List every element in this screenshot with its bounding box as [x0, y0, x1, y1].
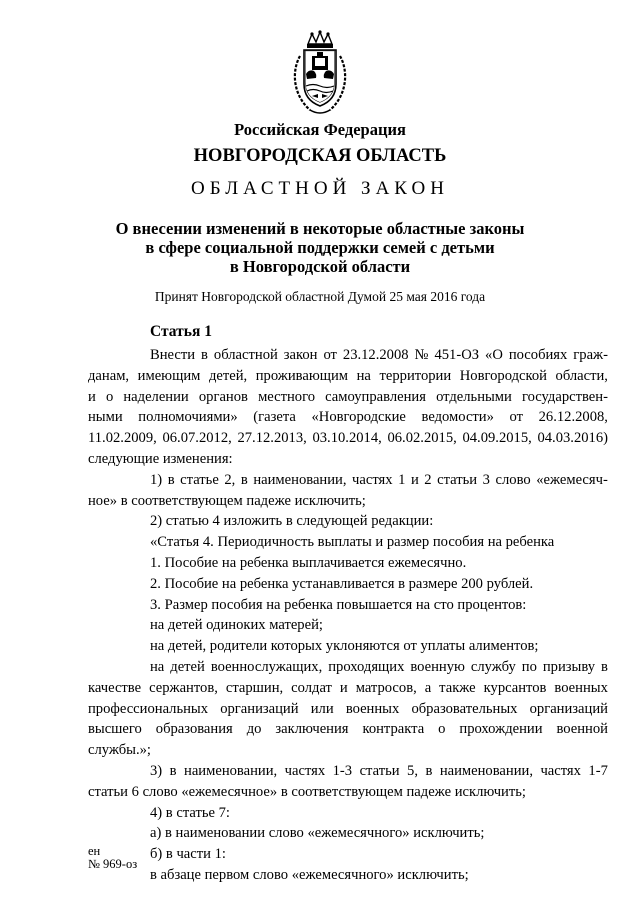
body-word: 23.12.2008: [342, 347, 409, 363]
body-word: самоуправления: [325, 388, 426, 405]
body-word: а: [424, 679, 432, 696]
body-word: военнослужащих,: [210, 658, 323, 675]
body-word: данам,: [88, 367, 130, 384]
body-word: 04.09.2015,: [462, 430, 532, 447]
body-word: местного: [258, 388, 316, 405]
executor-initials: ен: [88, 844, 101, 858]
body-word: в: [240, 471, 248, 488]
body-word: 1: [398, 471, 406, 488]
body-line: [88, 470, 608, 491]
body-word: 04.03.2016): [537, 430, 608, 447]
body-word: солдат: [291, 679, 332, 696]
document-number: № 969-оз: [88, 857, 138, 871]
body-word: службу: [470, 658, 516, 675]
body-word: 451-ОЗ: [434, 347, 480, 363]
body-word: территории: [379, 367, 452, 384]
document-type-heading: ОБЛАСТНОЙ ЗАКОН: [191, 178, 449, 199]
body-word: статьи: [437, 471, 478, 488]
body-word: в: [169, 762, 177, 779]
body-word: и: [339, 679, 348, 696]
body-word: 2: [424, 471, 432, 488]
body-word: ными: [88, 409, 123, 426]
body-word: о: [105, 388, 114, 405]
coat-of-arms-icon: [288, 30, 352, 116]
body-word: имеющим: [137, 367, 201, 384]
body-word: военной: [556, 721, 608, 738]
body-word: курсантов: [483, 679, 547, 696]
body-word: в: [425, 762, 433, 779]
body-word: (газета: [253, 409, 296, 426]
body-word: организаций: [220, 700, 299, 717]
body-word: «Новгородские: [311, 409, 406, 426]
body-word: 26.12.2008,: [538, 409, 608, 426]
body-line: службы.»;: [88, 742, 151, 759]
body-word: наименовании,: [253, 471, 347, 488]
body-word: высшего: [88, 721, 142, 738]
body-word: в: [601, 658, 608, 675]
body-line: [88, 761, 608, 782]
body-word: 5,: [407, 762, 418, 779]
body-line: а) в наименовании слово «ежемесячного» исключить;: [150, 825, 485, 842]
body-word: детей: [170, 658, 205, 675]
body-line: [88, 366, 608, 387]
body-line: [88, 428, 608, 449]
body-word: контракта: [362, 721, 425, 738]
body-word: организаций: [529, 700, 608, 717]
body-line: следующие изменения:: [88, 450, 233, 467]
body-word: заключения: [275, 721, 349, 738]
body-word: до: [246, 721, 262, 738]
body-word: граж-: [573, 347, 608, 363]
article-body: [88, 345, 608, 886]
body-word: о: [438, 721, 446, 738]
body-word: государствен-: [521, 388, 608, 405]
body-word: частях: [540, 762, 581, 779]
body-word: №: [414, 347, 429, 363]
body-line: [88, 387, 608, 408]
body-line: в абзаце первом слово «ежемесячного» исключить;: [150, 866, 469, 883]
law-title-line: в Новгородской области: [229, 257, 411, 276]
body-word: статье: [180, 471, 219, 488]
document-footer: [88, 845, 137, 871]
body-line: 2. Пособие на ребенка устанавливается в размере 200 рублей.: [150, 575, 534, 592]
body-line: [88, 699, 608, 720]
body-word: 06.02.2015,: [387, 430, 457, 447]
body-word: ведомости»: [421, 409, 494, 426]
body-word: 11.02.2009,: [88, 430, 157, 447]
body-word: «О: [485, 347, 503, 363]
body-line: 3. Размер пособия на ребенка повышается на сто процентов:: [150, 596, 527, 613]
body-word: областной: [213, 347, 278, 363]
adoption-note: Принят Новгородской областной Думой 25 мая 2016 года: [154, 289, 486, 304]
body-word: 2,: [224, 471, 236, 488]
body-word: военных: [345, 700, 400, 717]
body-line: 2) статью 4 изложить в следующей редакции:: [150, 513, 434, 530]
body-word: закон: [283, 347, 318, 363]
body-word: образовательных: [411, 700, 518, 717]
body-word: качестве: [88, 679, 142, 696]
body-line: [88, 345, 608, 366]
body-word: матросов,: [355, 679, 417, 696]
body-word: 1-7: [588, 762, 608, 779]
body-word: 3): [150, 762, 163, 779]
body-word: или: [310, 700, 334, 717]
body-line: [88, 719, 608, 740]
federation-heading: Российская Федерация: [234, 120, 406, 139]
body-word: старшин,: [225, 679, 284, 696]
body-word: полномочиями»: [138, 409, 238, 426]
body-word: прохождении: [459, 721, 543, 738]
body-line: [88, 407, 608, 428]
body-word: области,: [555, 367, 608, 384]
body-line: [88, 657, 608, 678]
region-heading: НОВГОРОДСКАЯ ОБЛАСТЬ: [193, 146, 447, 166]
body-word: наименовании,: [184, 762, 278, 779]
body-word: от: [509, 409, 524, 426]
body-line: ное» в соответствующем падеже исключить;: [88, 492, 366, 509]
body-line: 4) в статье 7:: [150, 804, 230, 821]
body-word: и: [410, 471, 419, 488]
body-word: статьи: [359, 762, 400, 779]
body-word: сержантов,: [149, 679, 218, 696]
body-word: в: [201, 347, 208, 363]
body-line: [88, 678, 608, 699]
body-line: статьи 6 слово «ежемесячное» в соответствующем падеже исключить;: [88, 783, 526, 800]
body-line: на детей, родители которых уклоняются от уплаты алиментов;: [150, 638, 539, 655]
body-word: частях: [284, 762, 326, 779]
body-word: и: [88, 388, 96, 405]
body-line: б) в части 1:: [150, 846, 226, 863]
body-word: наделении: [123, 388, 189, 405]
body-word: призыву: [542, 658, 596, 675]
body-word: на: [150, 658, 165, 675]
article-heading: Статья 1: [150, 323, 212, 340]
body-word: детей,: [208, 367, 248, 384]
body-word: 03.10.2014,: [312, 430, 382, 447]
body-word: пособиях: [508, 347, 568, 363]
body-line: «Статья 4. Периодичность выплаты и размер пособия на ребенка: [150, 534, 555, 551]
body-word: военную: [410, 658, 465, 675]
body-word: профессиональных: [88, 700, 209, 717]
body-word: 06.07.2012,: [162, 430, 232, 447]
body-word: «ежемесяч-: [536, 471, 608, 488]
body-word: также: [439, 679, 476, 696]
body-word: Новгородской: [459, 367, 547, 384]
body-word: на: [356, 367, 371, 384]
body-word: проходящих: [328, 658, 405, 675]
body-word: Внести: [150, 347, 196, 363]
law-title-line: О внесении изменений в некоторые областные законы: [115, 219, 525, 238]
body-word: слово: [495, 471, 531, 488]
body-word: образования: [155, 721, 233, 738]
body-word: частях: [352, 471, 393, 488]
body-word: органов: [198, 388, 248, 405]
body-line: 1. Пособие на ребенка выплачивается ежемесячно.: [150, 554, 467, 571]
law-title: [0, 219, 640, 276]
body-word: военных: [554, 679, 608, 696]
body-word: 3: [482, 471, 490, 488]
body-word: в: [167, 471, 175, 488]
body-word: по: [521, 658, 537, 675]
body-word: проживающим: [255, 367, 349, 384]
body-word: 1-3: [332, 762, 353, 779]
body-word: 1): [150, 471, 163, 488]
body-word: 27.12.2013,: [237, 430, 307, 447]
law-title-line: в сфере социальной поддержки семей с детьми: [145, 238, 495, 257]
body-word: от: [323, 347, 337, 363]
body-line: на детей одиноких матерей;: [150, 617, 323, 634]
body-word: наименовании,: [439, 762, 533, 779]
body-word: отдельными: [436, 388, 512, 405]
